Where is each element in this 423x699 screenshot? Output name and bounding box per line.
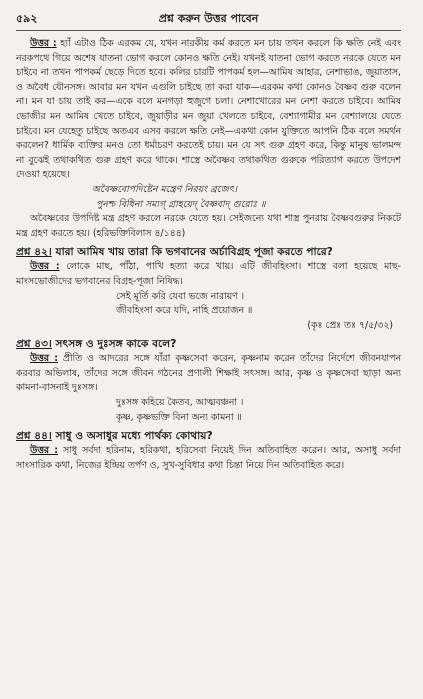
answer-label: উত্তর : bbox=[30, 445, 59, 457]
answer-label: উত্তর : bbox=[30, 261, 60, 273]
running-title: প্রশ্ন করুন উত্তর পাবেন bbox=[158, 11, 259, 25]
verse-explanation: অবৈষ্ণবের উপদিষ্ট মন্ত্র গ্রহণ করলে নরকে যেতে হয়। সেইজন্যে যথা শাস্ত্র পুনরায় বৈষ্ণবগুরুর নিকটে মন্ত্র গ্রহণ করতে হয়। (হরিভক্তিবিলাস ৪/১৪৪) bbox=[16, 213, 401, 239]
verse-line: সেই মূর্তি করি যেবা ভজে নারায়ণ । bbox=[116, 290, 245, 302]
answer-text: সাধু সর্বদা হরিনাম, হরিকথা, হরিসেবা নিয়েই দিন অতিবাহিত করেন। আর, অসাধু সর্বদা সাংসারিক কথা, নিজের ইন্দ্রিয় তর্পণ ও, সুখ-সুবিধার কথা চিন্তা নিয়ে দিন অতিবাহিত করে। bbox=[16, 445, 401, 471]
answer-paragraph bbox=[16, 260, 401, 289]
question-heading bbox=[16, 244, 401, 260]
citation: (কৃঃ প্রেঃ তঃ ৭/৫/৩২) bbox=[307, 319, 393, 331]
sanskrit-verse-line: অবৈষ্ণবোপদিষ্টেন মন্ত্রেণ নিরয়ং ব্রজেৎ। bbox=[92, 183, 238, 195]
answer-label: উত্তর : bbox=[30, 38, 57, 49]
question-text: যারা আমিষ খায় তারা কি ভগবানের অর্চাবিগ্রহ পূজা করতে পারে? bbox=[55, 246, 333, 259]
verse-line: কৃষ্ণ, কৃষ্ণভক্তি বিনা অন্য কামনা ॥ bbox=[116, 411, 242, 423]
question-text: সাধু ও অসাধুর মধ্যে পার্থক্য কোথায়? bbox=[55, 430, 213, 443]
question-label: প্রশ্ন ৪৪। bbox=[16, 430, 52, 443]
verse-line: দুঃসঙ্গ কহিয়ে কৈতব, আত্মবঞ্চনা । bbox=[116, 397, 244, 409]
question-heading bbox=[16, 428, 401, 444]
answer-paragraph bbox=[16, 444, 401, 473]
answer-paragraph bbox=[16, 37, 401, 183]
page-content bbox=[16, 37, 401, 473]
answer-text: প্রীতি ও আদরের সঙ্গে যাঁরা কৃষ্ণসেবা করেন, কৃষ্ণনাম করেন তাঁদের নির্দেশে জীবনযাপন করবার অভিলাষ, তাঁদের সঙ্গে জীবন গঠনের প্রণালী শিক্ষাই সৎসঙ্গ। আর, কৃষ্ণ ও কৃষ্ণসেবা ছাড়া অন্য কামনা-বাসনাই দুঃসঙ্গ। bbox=[16, 353, 401, 394]
question-text: সৎসঙ্গ ও দুঃসঙ্গ কাকে বলে? bbox=[55, 338, 177, 351]
answer-paragraph bbox=[16, 352, 401, 396]
answer-text: হ্যাঁ এটাও ঠিক এরকম যে, যখন নারকীয় কর্ম করতে মন চায় তখন করলে কি ক্ষতি নেই এবং নরকপথে গিয়ে অশেষ যাতনা ভোগ করলে কোনও ক্ষতি নেই। যখনই যাতনা ভোগ করতে নরকে যেতে মন চাইবে না তখন পাপকর্ম ছেড়ে দিতে হবে। কলির চারটি পাপকর্ম হল—আমিষ আহার, নেশাভাঙ, জুয়াতাস, ও অবৈধ যৌনসঙ্গ। আবার মন যখন এগুলি চাইছে তা করা যাক—এরকম কথা কোনও বৈষ্ণব গুরু বলেন না। মন যা চায় তাই কর—একে বলে মনগড়া হুজুগে চলা। নেশাখোরের মন নেশা করতে চাইবে। আমিষ ভোজীর মন আমিষ খেতে চাইবে, জুয়াড়ীর মন জুয়া খেলতে চাইবে, বেশ্যাগামীর মন বেশ্যালয়ে যেতে চাইবে। মন যেহেতু চাইছে অতএব এসব করলে ক্ষতি নেই—একথা কোন যুক্তিতে আপনি ঠিক বলে সমর্থন করলেন? ধার্মিক ব্যক্তির মনও তো ধর্মাচরণ করতেই চায়। মন যে সৎ গুরু গ্রহণ করে, কিন্তু মানুষ ভালমন্দ না বুঝেই তথাকথিত গুরু গ্রহণ করে থাকে। শাস্ত্রে অবৈষ্ণব তথাকথিত গুরুকে পরিত্যাগ করতে উপদেশ দেওয়া হয়েছে। bbox=[16, 38, 401, 181]
question-heading bbox=[16, 336, 401, 352]
answer-label: উত্তর : bbox=[30, 353, 58, 365]
answer-text: লোকে মাছ, পাঁঠা, পাখি হত্যা করে খায়। এটি জীবহিংসা। শাস্ত্রে বলা হয়েছে মাছ-মাংসভোজীদের ভগবানের বিগ্রহ-পূজা নিষিদ্ধ। bbox=[16, 261, 401, 287]
question-label: প্রশ্ন ৪২। bbox=[16, 246, 52, 259]
verse-line: জীবহিংসা করে যদি, নাহি প্রয়োজন ॥ bbox=[116, 305, 253, 317]
sanskrit-verse-line: পুনশ্চ বিধিনা সম্যগ্ গ্রাহয়েদ্ বৈষ্ণবাদ্ গুরোঃ ॥ bbox=[96, 198, 266, 210]
question-label: প্রশ্ন ৪৩। bbox=[16, 338, 52, 351]
page-number: ৫৯২ bbox=[16, 11, 38, 25]
page-header bbox=[16, 8, 401, 31]
